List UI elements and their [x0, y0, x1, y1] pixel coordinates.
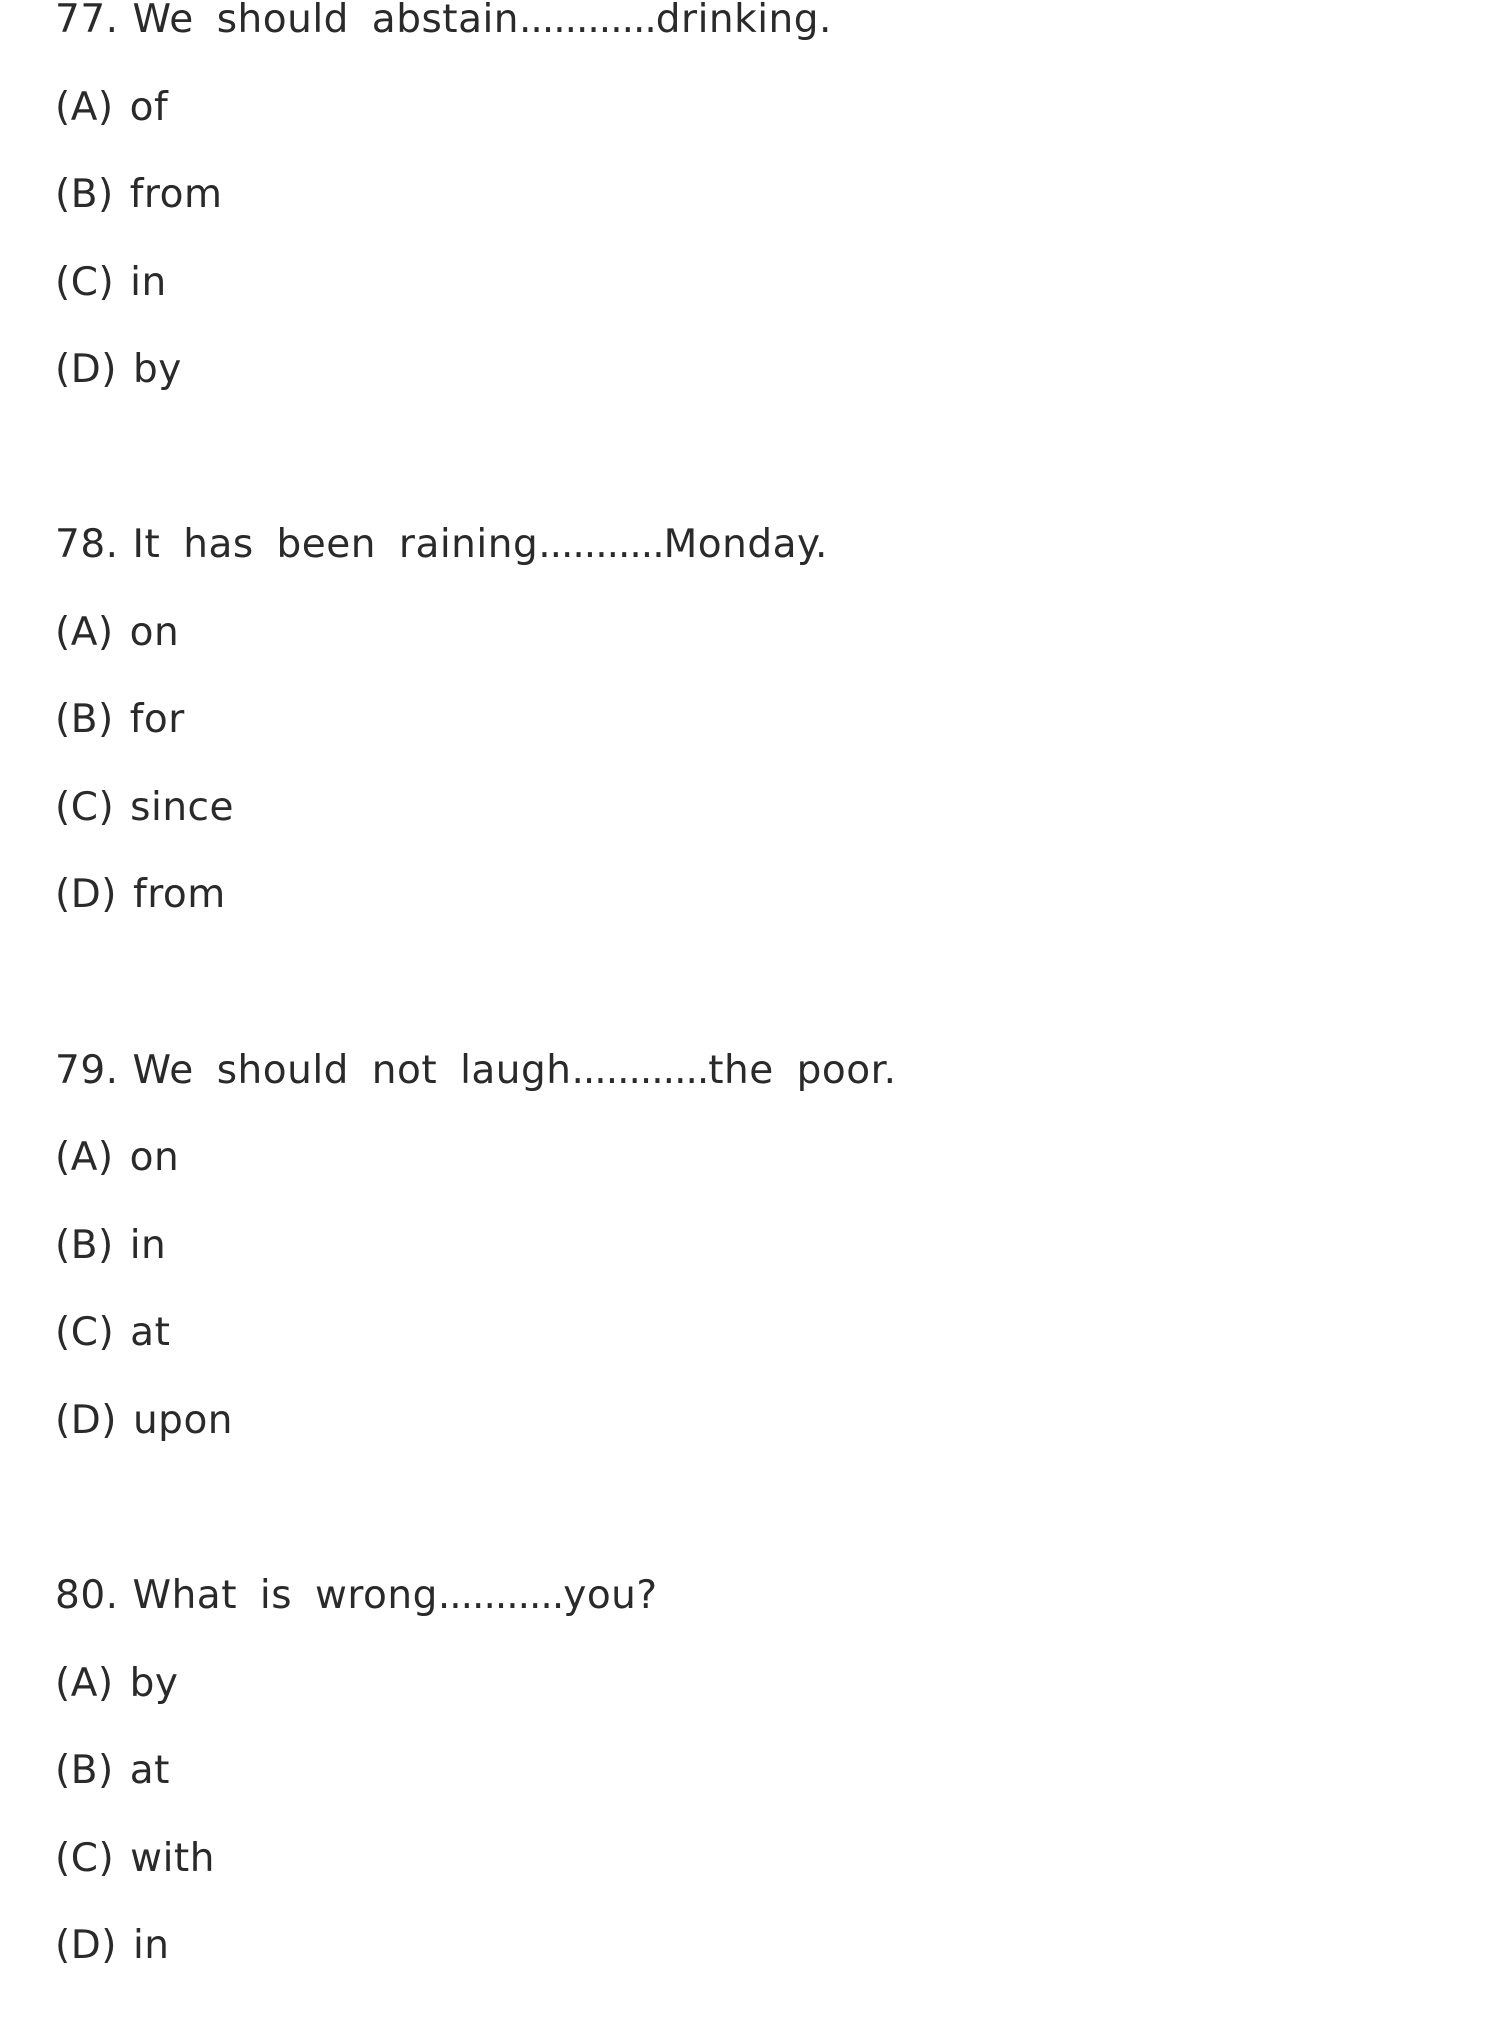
question-number: 80.	[55, 1573, 119, 1618]
option-78-d[interactable]	[55, 872, 226, 918]
question-78	[55, 522, 828, 568]
option-letter: (B)	[55, 172, 114, 217]
option-letter: (C)	[55, 260, 115, 305]
option-letter: (D)	[55, 872, 117, 917]
option-text: at	[129, 1748, 170, 1793]
option-77-b[interactable]	[55, 172, 222, 218]
option-text: by	[129, 1661, 179, 1706]
option-text: by	[132, 347, 182, 392]
question-blank: ...........	[437, 1573, 564, 1618]
question-text-after: the poor.	[708, 1048, 897, 1093]
option-letter: (A)	[55, 85, 114, 130]
option-80-c[interactable]	[55, 1836, 215, 1882]
question-text-before: What is wrong	[132, 1573, 438, 1618]
question-text-after: drinking.	[655, 0, 832, 42]
option-letter: (C)	[55, 1310, 115, 1355]
option-80-a[interactable]	[55, 1661, 178, 1707]
question-blank: ............	[519, 0, 656, 42]
option-text: in	[129, 1223, 167, 1268]
option-letter: (A)	[55, 1661, 114, 1706]
question-text-after: you?	[563, 1573, 658, 1618]
question-text-after: Monday.	[663, 522, 828, 567]
option-text: with	[130, 1836, 215, 1881]
option-79-a[interactable]	[55, 1135, 179, 1181]
option-78-a[interactable]	[55, 610, 179, 656]
option-79-d[interactable]	[55, 1398, 233, 1444]
question-text-before: We should not laugh	[132, 1048, 572, 1093]
option-78-b[interactable]	[55, 697, 185, 743]
question-blank: ............	[571, 1048, 709, 1093]
question-blank: ...........	[538, 522, 664, 567]
question-number: 77.	[55, 0, 119, 42]
option-text: in	[130, 260, 167, 305]
option-text: on	[129, 1135, 180, 1180]
option-letter: (D)	[55, 347, 117, 392]
question-79	[55, 1048, 897, 1094]
option-79-b[interactable]	[55, 1223, 166, 1269]
option-79-c[interactable]	[55, 1310, 170, 1356]
option-text: at	[130, 1310, 171, 1355]
option-77-d[interactable]	[55, 347, 182, 393]
option-77-c[interactable]	[55, 260, 167, 306]
option-letter: (C)	[55, 1836, 115, 1881]
option-78-c[interactable]	[55, 785, 234, 831]
option-text: since	[130, 785, 234, 830]
question-text-before: It has been raining	[132, 522, 539, 567]
question-number: 79.	[55, 1048, 119, 1093]
option-letter: (A)	[55, 610, 114, 655]
option-text: on	[129, 610, 180, 655]
option-80-b[interactable]	[55, 1748, 170, 1794]
question-text-before: We should abstain	[132, 0, 520, 42]
option-text: from	[132, 872, 226, 917]
question-number: 78.	[55, 522, 119, 567]
option-text: of	[129, 85, 169, 130]
option-text: in	[132, 1923, 170, 1968]
option-letter: (B)	[55, 697, 114, 742]
option-text: upon	[132, 1398, 234, 1443]
question-77	[55, 0, 832, 43]
option-letter: (C)	[55, 785, 115, 830]
option-letter: (D)	[55, 1923, 117, 1968]
option-text: from	[129, 172, 223, 217]
option-text: for	[129, 697, 185, 742]
option-letter: (D)	[55, 1398, 117, 1443]
option-letter: (B)	[55, 1223, 114, 1268]
question-80	[55, 1573, 658, 1619]
option-letter: (A)	[55, 1135, 114, 1180]
option-77-a[interactable]	[55, 85, 168, 131]
option-80-d[interactable]	[55, 1923, 170, 1969]
option-letter: (B)	[55, 1748, 114, 1793]
